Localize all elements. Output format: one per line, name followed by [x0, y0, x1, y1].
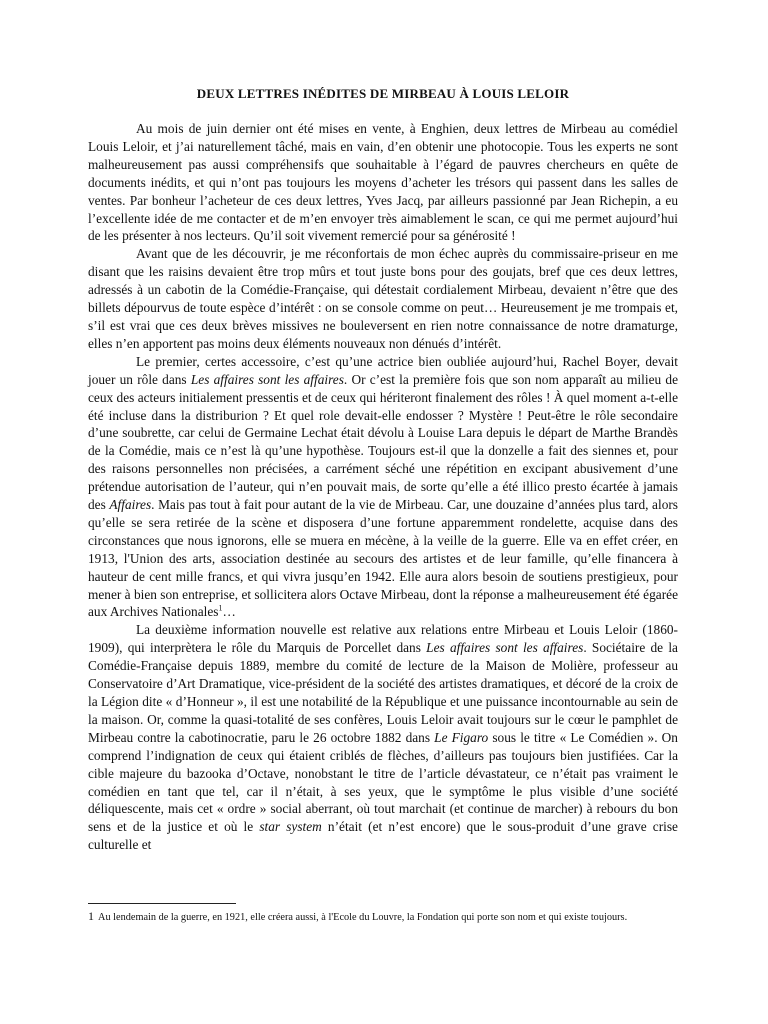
footnote-separator [88, 903, 236, 904]
paragraph-1 [88, 120, 678, 245]
footnote-reference: 1 [218, 604, 223, 614]
italic-title-text: Les affaires sont les affaires [426, 640, 584, 656]
paragraph-text: … [222, 604, 236, 620]
paragraph-text: . Sociétaire de la Comédie-Française depuis 1889, membre du comité de lecture de la Maison de Molière, professeur au Conservatoire d’Art Dramatique, vice-président de la société des artistes dramatiques, et décoré de la croix de la Légion dite « d’Honneur », il est une notabilité de la République et une puissance incontournable au sein de la maison. Or, comme la quasi-totalité de ses confères, Louis Leloir avait toujours sur le cœur le pamphlet de Mirbeau contre la cabotinocratie, paru le 26 octobre 1882 dans [88, 640, 678, 745]
italic-title-text: Le Figaro [434, 729, 489, 745]
paragraph-text: Le premier, certes accessoire, c’est qu’une actrice bien oubliée aujourd’hui, Rachel Boyer, devait jouer un rôle dans [88, 353, 678, 387]
paragraph-text: . Mais pas tout à fait pour autant de la vie de Mirbeau. Car, une douzaine d’années plus tard, alors qu’elle se sera retirée de la scène et disposera d’une fortune apparemment rondelette, acquise dans des circonstances que nous ignorons, elle se muera en mécène, à la veille de la guerre. Elle va en effet créer, en 1913, l'Union des arts, association destinée au secours des artistes et de leur famille, qu’elle financera à hauteur de cent mille francs, et qui vivra jusqu’en 1942. Elle aura alors besoin de soutiens prestigieux, pour mener à bien son entreprise, et sollicitera alors Octave Mirbeau, dont la réponse a malheureusement été égarée aux Archives Nationales [88, 497, 679, 620]
paragraph-4 [88, 621, 678, 854]
paragraph-3 [88, 353, 678, 622]
footnote [88, 909, 678, 925]
paragraph-2 [88, 245, 678, 352]
paragraph-text: Avant que de les découvrir, je me réconfortais de mon échec auprès du commissaire-priseur en me disant que les raisins devaient être trop mûrs et tout juste bons pour des goujats, bref que ces deux lettres, adressés à un cabotin de la Comédie-Française, qui détestait cordialement Mirbeau, devaient n’être que des billets dépourvus de toute espèce d’intérêt : on se console comme on peut… Heureusement je me trompais et, s’il est vrai que ces deux brèves missives ne bouleversent en rien notre connaissance de notre dramaturge, elles n’en apportent pas moins deux éléments nouveaux non dénués d’intérêt. [88, 246, 678, 351]
paragraph-text: . Or c’est la première fois que son nom apparaît au milieu de ceux des acteurs initialement pressentis et de ceux qui hériteront finalement des rôles ! À quel moment a-t-elle été incluse dans la distriburion ? Et quel role devait-elle endosser ? Mystère ! Peut-être le rôle secondaire d’une soubrette, car celui de Germaine Lechat était dévolu à Louise Lara depuis le départ de Marthe Brandès de la Comédie, mais ce n’est là qu’une hypothèse. Toujours est-il que la donzelle a fait des siennes et, pour des raisons personnelles non précisées, a carrément séché une répétition en excipant abusivement d’une prétendue autorisation de l’auteur, qui n’en pouvait mais, de sorte qu’elle a été illico presto écartée à jamais des [88, 371, 678, 513]
footnote-number: 1 [88, 909, 94, 923]
italic-title-text: star system [259, 819, 322, 835]
paragraph-text: sous le titre « Le Comédien ». On comprend l’indignation de ceux qui étaient criblés de flèches, d’ailleurs pas toujours bien justifiées. Car la cible majeure du bazooka d’Octave, nonobstant le titre de l’article dévastateur, ce n’était pas vraiment le comédien en tant que tel, car il n’était, à ses yeux, que le symptôme le plus visible d’une société déliquescente, mais cet « ordre » social aberrant, où tout marchait (et continue de marcher) à rebours du bon sens et de la justice et où le [88, 729, 678, 835]
paragraph-text: Au mois de juin dernier ont été mises en vente, à Enghien, deux lettres de Mirbeau au comédiel Louis Leloir, et j’ai naturellement tâché, mais en vain, d’en obtenir une photocopie. Tous les experts ne sont malheureusement pas aussi compréhensifs que souhaitable à l’égard de pauvres chercheurs en quête de documents inédits, et qui n’ont pas toujours les moyens d’acheter les trésors qui passent dans les salles de ventes. Par bonheur l’acheteur de ces deux lettres, Yves Jacq, par ailleurs passionné par Jean Richepin, a eu l’excellente idée de me contacter et de m’en envoyer très aimablement le scan, ce qui me permet aujourd’hui de les présenter à nos lecteurs. Qu’il soit vivement remercié pour sa générosité ! [88, 121, 678, 244]
footnote-text: Au lendemain de la guerre, en 1921, elle créera aussi, à l'Ecole du Louvre, la Fondation qui porte son nom et qui existe toujours. [96, 912, 628, 923]
italic-title-text: Les affaires sont les affaires [190, 371, 344, 387]
paragraph-text: La deuxième information nouvelle est relative aux relations entre Mirbeau et Louis Leloir (1860-1909), qui interprètera le rôle du Marquis de Porcellet dans [88, 622, 678, 656]
document-title: DEUX LETTRES INÉDITES DE MIRBEAU À LOUIS LELOIR [196, 86, 570, 101]
document-body [88, 86, 678, 854]
paragraph-text: n’était (et n’est encore) que le sous-produit d’une grave crise culturelle et [88, 819, 678, 853]
italic-title-text: Affaires [109, 497, 152, 513]
